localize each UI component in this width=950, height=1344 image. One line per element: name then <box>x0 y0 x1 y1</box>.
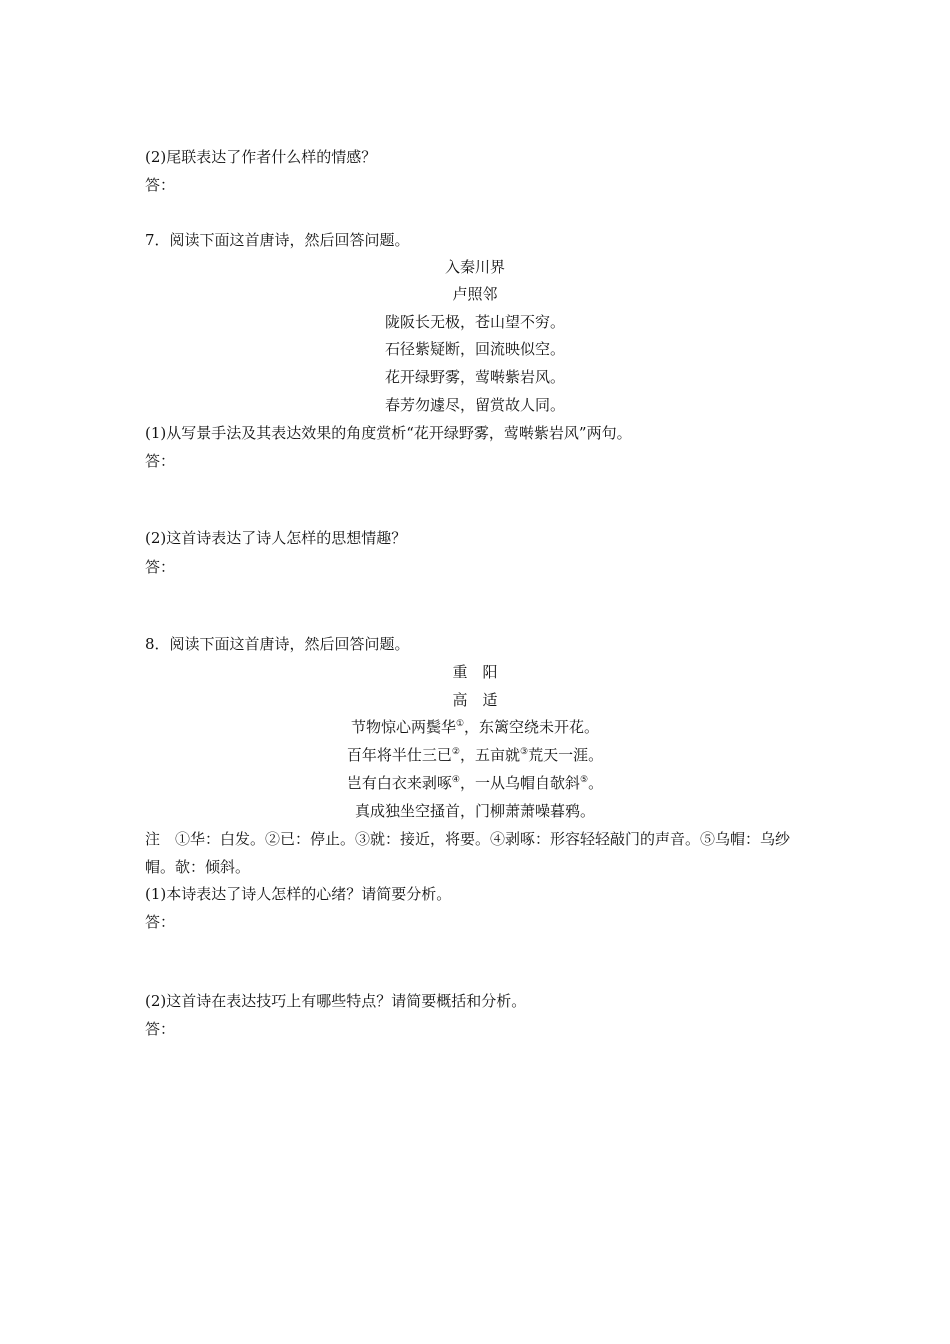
footnote-mark-3: ③ <box>520 747 529 757</box>
q6-subquestion-2: (2)尾联表达了作者什么样的情感？ <box>145 148 377 166</box>
q8-line-3-text-b: ，一从乌帽自欹斜 <box>459 774 580 792</box>
q8-line-3-text-a: 岂有白衣来剥啄 <box>346 774 452 792</box>
q7-answer-2-label: 答： <box>145 558 176 576</box>
footnote-mark-5: ⑤ <box>580 775 589 785</box>
q8-poem-line-3 <box>145 773 805 793</box>
q8-line-1-text-b: ，东篱空绕未开花。 <box>464 718 600 736</box>
q8-note-line-1: 注 ①华：白发。②已：停止。③就：接近，将要。④剥啄：形容轻轻敲门的声音。⑤乌帽：乌纱 <box>145 830 791 848</box>
q8-line-2-text-b: ，五亩就 <box>459 746 520 764</box>
q8-answer-2-label: 答： <box>145 1020 176 1038</box>
q8-subquestion-1: (1)本诗表达了诗人怎样的心绪？请简要分析。 <box>145 885 452 903</box>
q8-line-1-text-a: 节物惊心两鬓华 <box>350 718 456 736</box>
footnote-mark-2: ② <box>451 747 460 757</box>
q7-answer-1-label: 答： <box>145 452 176 470</box>
q7-poem-author: 卢照邻 <box>452 285 498 303</box>
q8-poem-line-2 <box>145 745 805 765</box>
footnote-mark-1: ① <box>455 719 465 729</box>
q8-line-2-text-a: 百年将半仕三已 <box>346 746 452 764</box>
q8-poem-line-1 <box>145 717 805 737</box>
q8-poem-title: 重 阳 <box>452 663 498 681</box>
q8-answer-1-label: 答： <box>145 913 176 931</box>
q7-heading: 7．阅读下面这首唐诗，然后回答问题。 <box>145 231 410 249</box>
q7-poem-line-2: 石径紫疑断，回流映似空。 <box>384 340 565 358</box>
q7-subquestion-2: (2)这首诗表达了诗人怎样的思想情趣？ <box>145 529 407 547</box>
q8-note-line-2: 帽。欹：倾斜。 <box>145 858 251 876</box>
q7-poem-line-3: 花开绿野雾，莺啭紫岩风。 <box>384 368 565 386</box>
q7-poem-line-4: 春芳勿遽尽，留赏故人同。 <box>384 396 565 414</box>
q8-poem-line-4: 真成独坐空搔首，门柳萧萧噪暮鸦。 <box>354 802 595 820</box>
q7-poem-line-1: 陇阪长无极，苍山望不穷。 <box>384 313 565 331</box>
q6-answer-2-label: 答： <box>145 176 176 194</box>
q7-subquestion-1: (1)从写景手法及其表达效果的角度赏析“花开绿野雾，莺啭紫岩风”两句。 <box>145 424 632 442</box>
q8-subquestion-2: (2)这首诗在表达技巧上有哪些特点？请简要概括和分析。 <box>145 992 527 1010</box>
q8-line-2-text-c: 荒天一涯。 <box>528 746 604 764</box>
q7-poem-title: 入秦川界 <box>444 258 505 276</box>
q8-line-3-text-c: 。 <box>588 774 604 792</box>
q8-heading: 8．阅读下面这首唐诗，然后回答问题。 <box>145 635 410 653</box>
footnote-mark-4: ④ <box>451 775 460 785</box>
q8-poem-author: 高 适 <box>452 691 498 709</box>
